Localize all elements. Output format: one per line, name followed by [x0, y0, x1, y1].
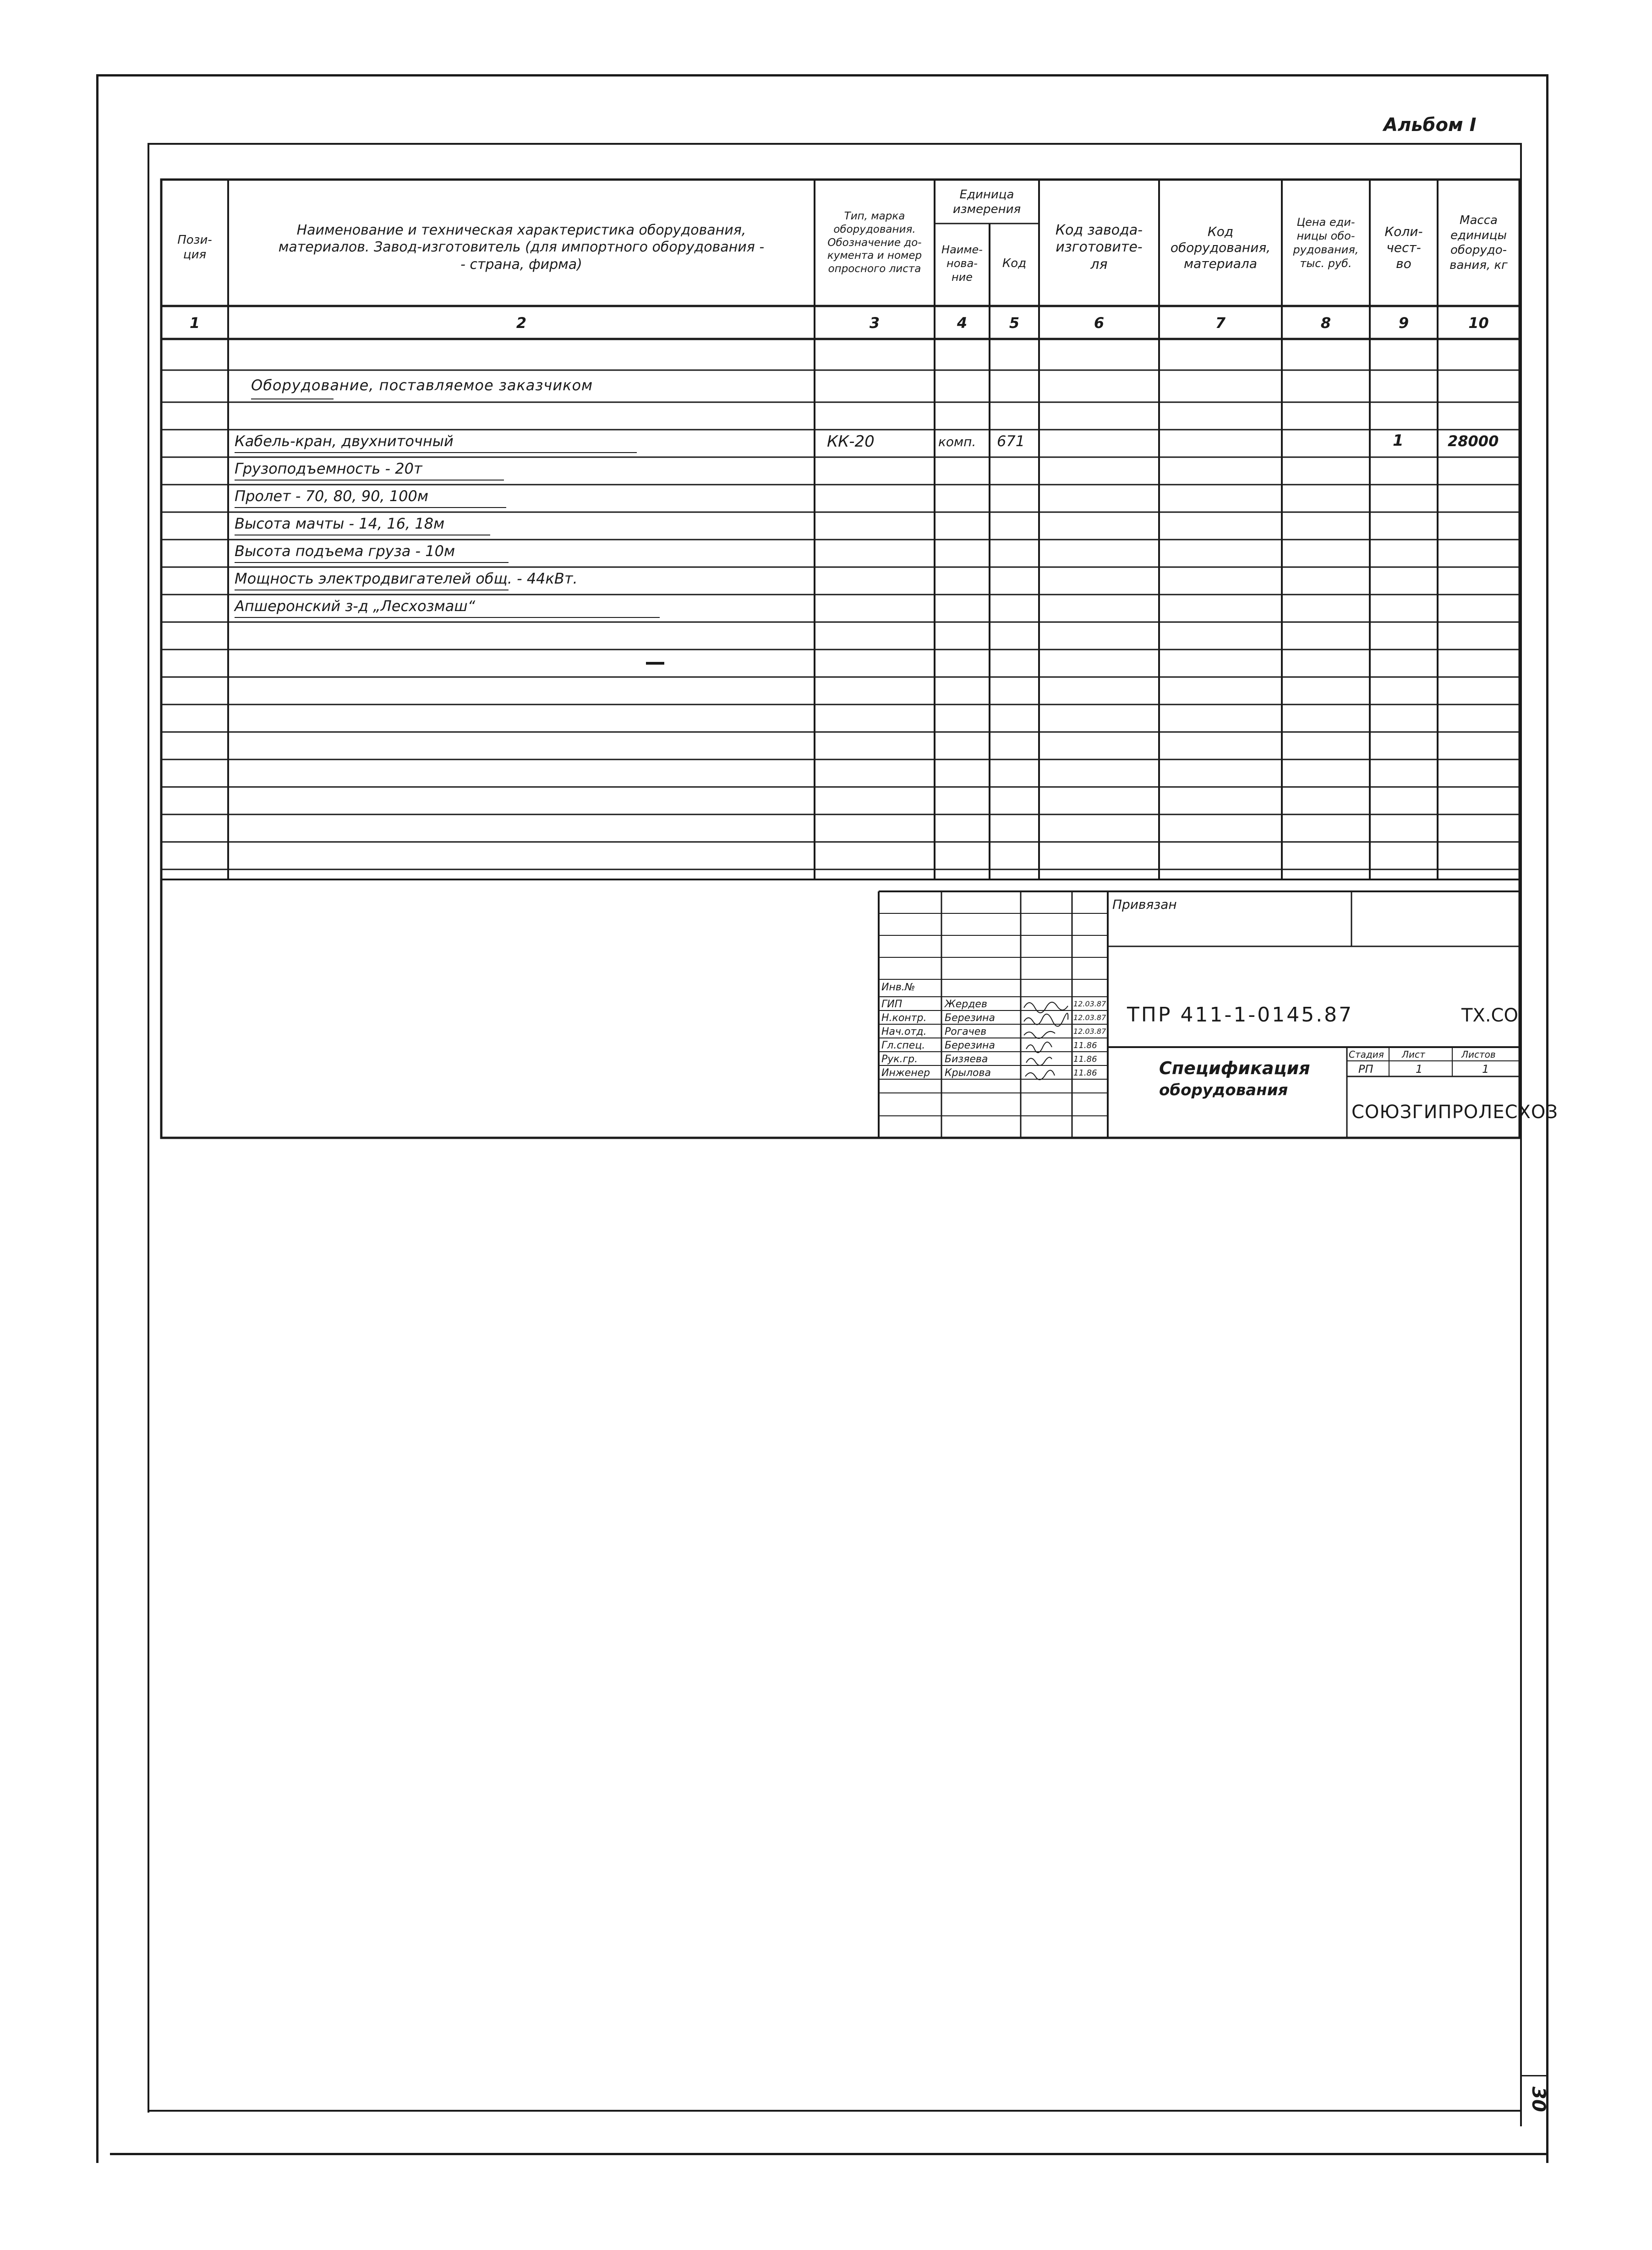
- attached-label: Привязан: [1112, 897, 1177, 912]
- colnum-4: 4: [957, 314, 968, 332]
- staff-role: Инженер: [881, 1067, 930, 1079]
- side-number: 30: [1527, 2086, 1549, 2112]
- sheets-value: 1: [1482, 1063, 1489, 1076]
- header-position: Пози- ция: [177, 233, 212, 262]
- item-mass: 28000: [1448, 432, 1499, 450]
- doc-title-1: Спецификация: [1159, 1058, 1310, 1078]
- header-price: Цена еди- ницы обо- рудования, тыс. руб.: [1293, 216, 1359, 270]
- colnum-8: 8: [1320, 314, 1331, 332]
- staff-date: 11.86: [1073, 1041, 1097, 1050]
- sheet-label: Лист: [1402, 1049, 1425, 1060]
- inv-label: Инв.№: [881, 982, 915, 993]
- staff-name: Рогачев: [945, 1026, 987, 1038]
- item-quantity: 1: [1393, 431, 1404, 450]
- staff-name: Бизяева: [945, 1054, 988, 1065]
- characteristic-line: Пролет - 70, 80, 90, 100м: [235, 487, 429, 505]
- staff-role: Нач.отд.: [881, 1026, 927, 1038]
- characteristic-line: Мощность электродвигателей общ. - 44кВт.: [235, 570, 578, 587]
- characteristic-line: Высота мачты - 14, 16, 18м: [235, 515, 445, 532]
- staff-date: 12.03.87: [1073, 1013, 1106, 1022]
- doc-code: ТПР 411-1-0145.87: [1127, 1003, 1354, 1027]
- staff-date: 12.03.87: [1073, 1027, 1106, 1036]
- characteristic-line: Высота подъема груза - 10м: [235, 542, 455, 560]
- colnum-2: 2: [516, 314, 527, 332]
- staff-date: 11.86: [1073, 1054, 1097, 1064]
- header-unit-name: Наиме- нова- ние: [941, 243, 983, 284]
- section-title: Оборудование, поставляемое заказчиком: [251, 377, 593, 394]
- header-mass: Масса единицы оборудо- вания, кг: [1450, 213, 1508, 272]
- item-unit-code: 671: [997, 432, 1025, 450]
- colnum-10: 10: [1468, 314, 1489, 332]
- colnum-9: 9: [1398, 314, 1409, 332]
- staff-date: 12.03.87: [1073, 999, 1106, 1008]
- colnum-7: 7: [1215, 314, 1226, 332]
- header-name: Наименование и техническая характеристика оборудования, материалов. Завод-изготовитель (для импортного оборудования - - страна, фирма): [278, 222, 765, 273]
- staff-name: Березина: [945, 1040, 995, 1051]
- header-unit-code: Код: [1002, 256, 1027, 270]
- organization-name: СОЮЗГИПРОЛЕСХОЗ: [1351, 1102, 1559, 1123]
- header-factory-code: Код завода- изготовите- ля: [1055, 222, 1143, 273]
- item-unit: комп.: [938, 434, 976, 449]
- colnum-5: 5: [1009, 314, 1020, 332]
- stage-value: РП: [1358, 1063, 1373, 1076]
- characteristic-line: Грузоподъемность - 20т: [235, 460, 422, 477]
- colnum-6: 6: [1094, 314, 1105, 332]
- header-quantity: Коли- чест- во: [1384, 224, 1423, 271]
- header-unit: Единица измерения: [952, 187, 1021, 216]
- item-name: Кабель-кран, двухниточный: [235, 432, 454, 450]
- staff-role: Рук.гр.: [881, 1054, 918, 1065]
- sheets-label: Листов: [1461, 1049, 1496, 1060]
- staff-role: Н.контр.: [881, 1012, 927, 1024]
- staff-role: ГИП: [881, 999, 903, 1010]
- staff-name: Жердев: [945, 999, 987, 1010]
- staff-date: 11.86: [1073, 1068, 1097, 1078]
- staff-name: Березина: [945, 1012, 995, 1024]
- colnum-3: 3: [869, 314, 880, 332]
- staff-role: Гл.спец.: [881, 1040, 925, 1051]
- item-mark: КК-20: [827, 432, 875, 451]
- header-equipment-code: Код оборудования, материала: [1170, 224, 1271, 271]
- colnum-1: 1: [189, 314, 200, 332]
- characteristic-line: Апшеронский з-д „Лесхозмаш“: [235, 597, 476, 615]
- doc-suffix: ТХ.СО: [1461, 1005, 1518, 1026]
- staff-name: Крылова: [945, 1067, 991, 1079]
- stage-label: Стадия: [1349, 1049, 1384, 1060]
- header-type: Тип, марка оборудования. Обозначение до- кумента и номер опросного листа: [827, 210, 922, 275]
- sheet-value: 1: [1416, 1063, 1423, 1076]
- doc-title-2: оборудования: [1159, 1081, 1288, 1099]
- album-label: Альбом I: [1384, 115, 1477, 136]
